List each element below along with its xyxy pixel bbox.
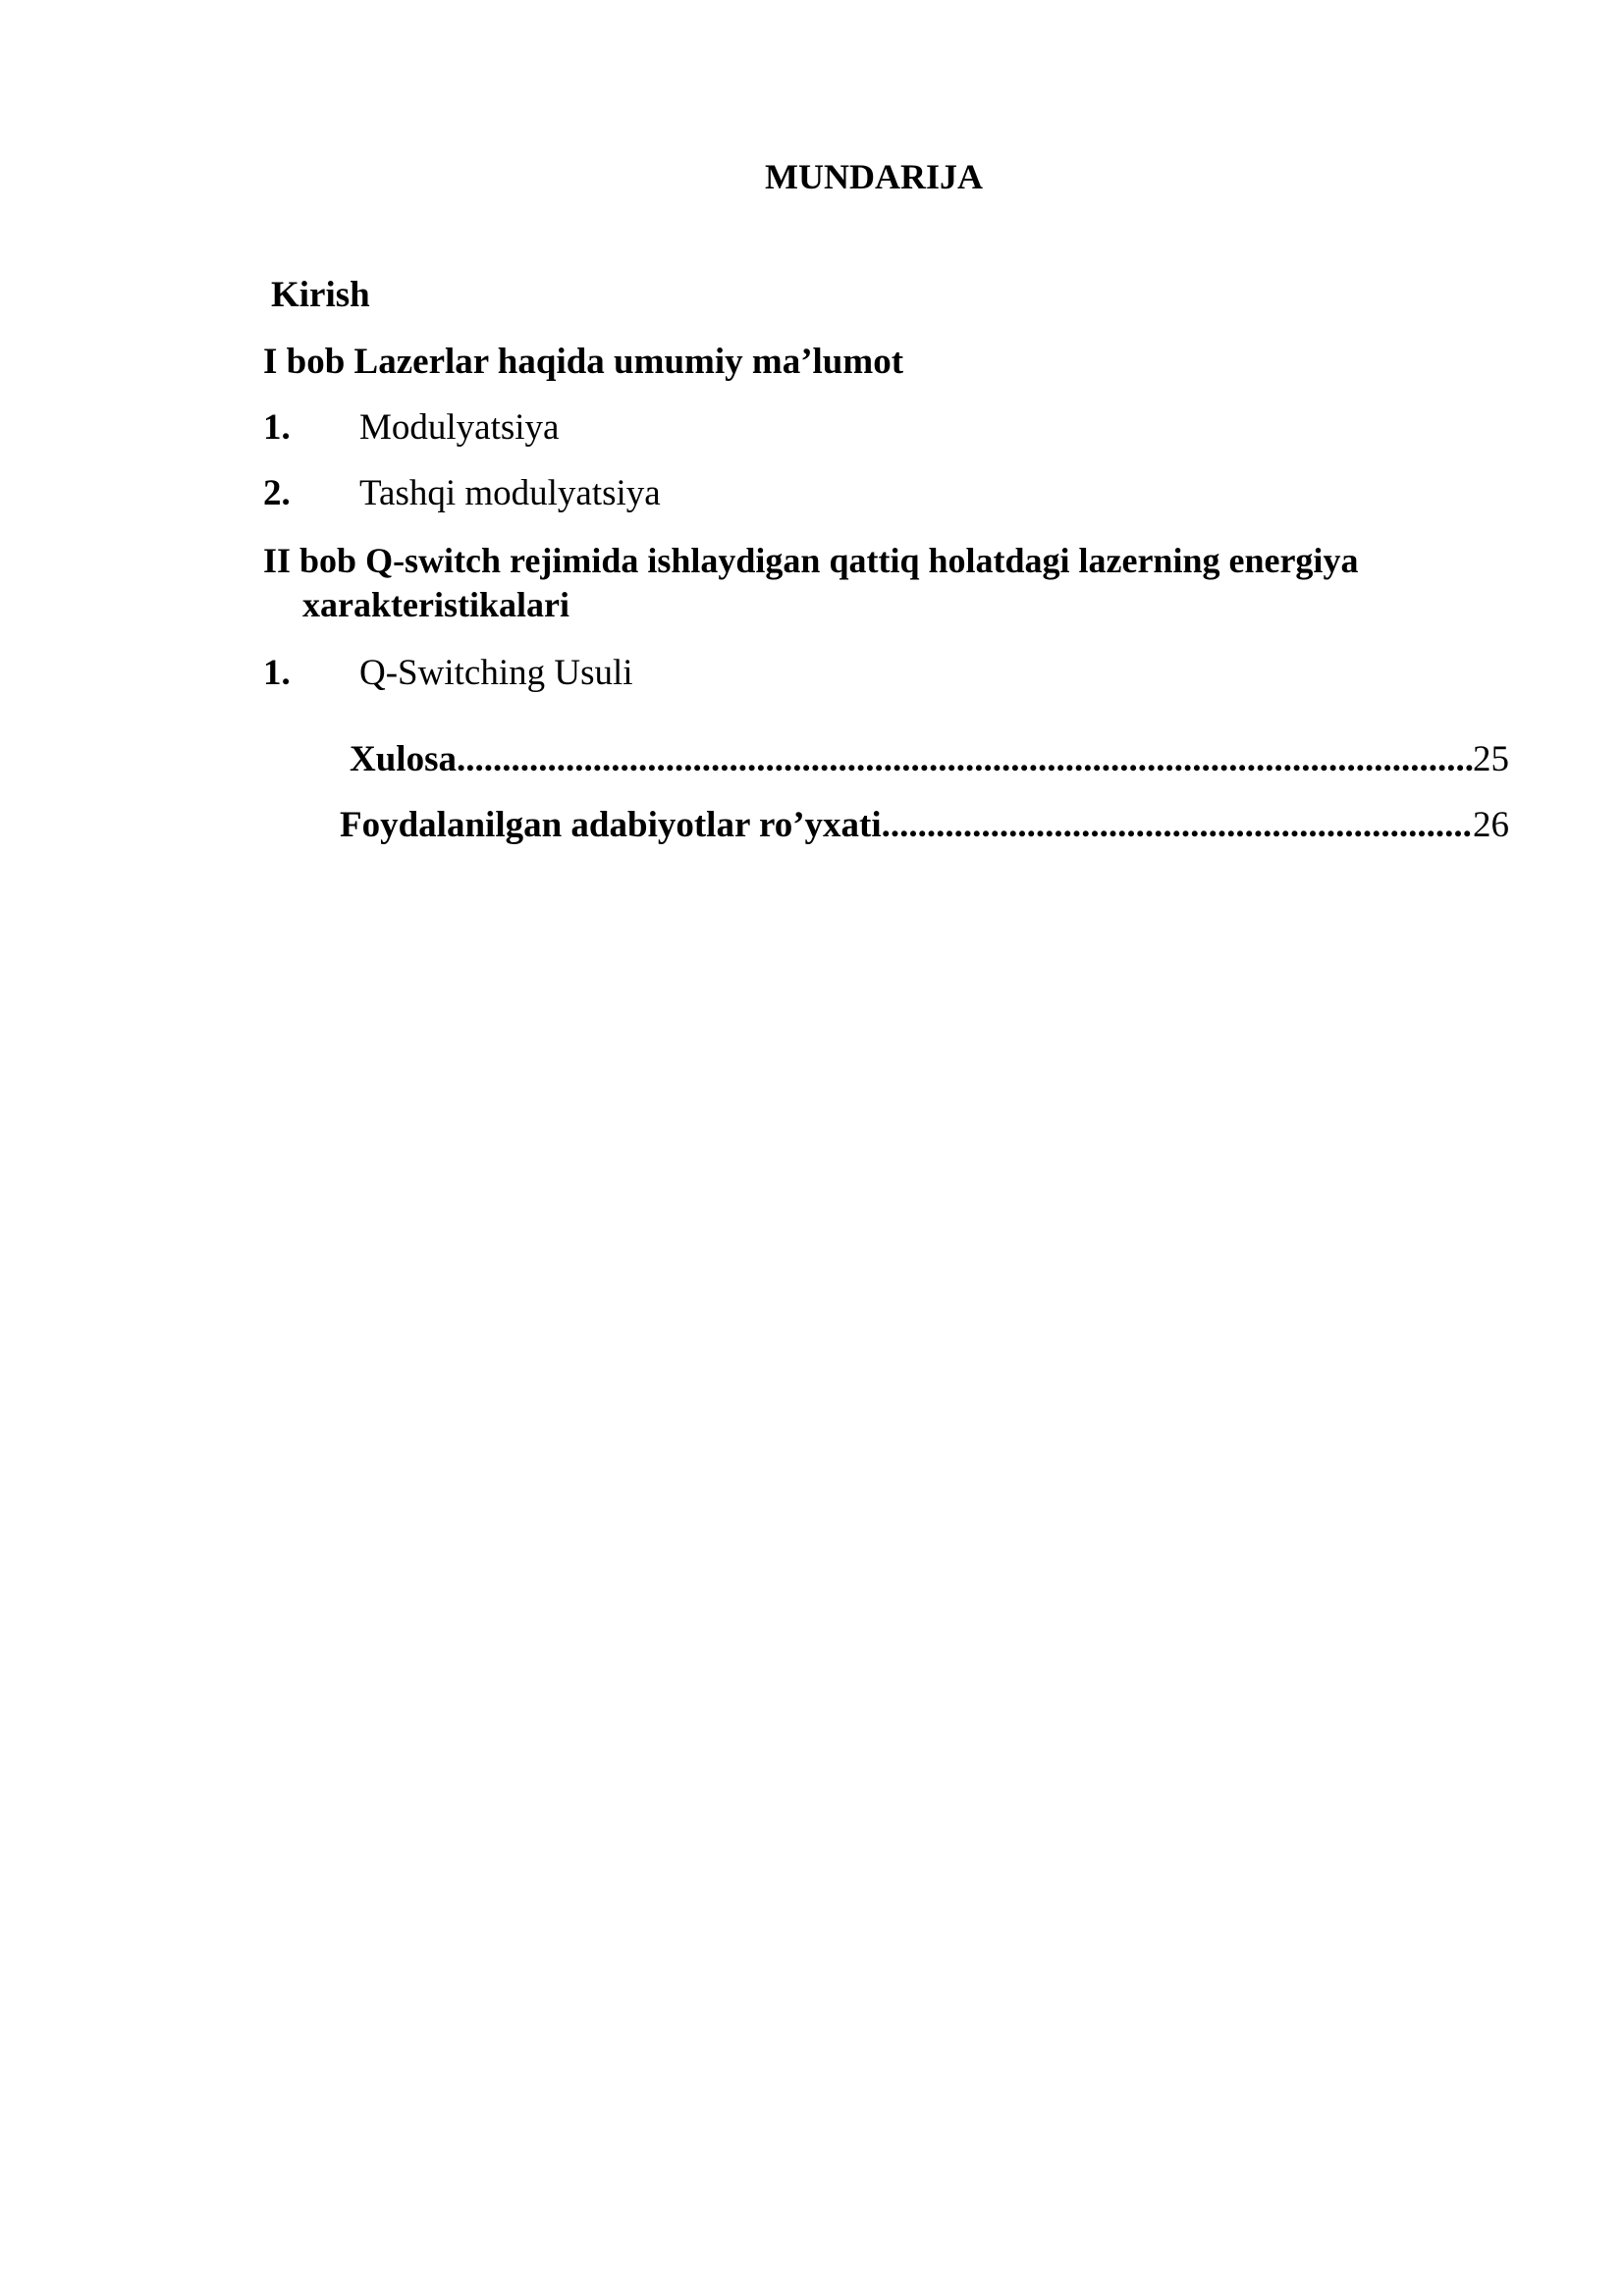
toc-item-label: Q-Switching Usuli [359,653,633,693]
toc-entry-label: Foydalanilgan adabiyotlar ro’yxati [340,805,882,845]
toc-entry-adabiyotlar [340,804,1509,847]
toc-heading-kirish: Kirish [271,275,370,315]
toc-dot-leader [457,738,1473,781]
toc-item-modulyatsiya [263,406,559,450]
toc-item-label: Tashqi modulyatsiya [359,473,661,513]
toc-chapter-1-title: I bob Lazerlar haqida umumiy ma’lumot [263,342,904,382]
toc-item-tashqi-modulyatsiya [263,472,661,515]
toc-item-number: 1. [263,407,291,448]
toc-entry-page-number: 26 [1473,805,1509,845]
toc-item-label: Modulyatsiya [359,407,560,448]
toc-entry-label: Xulosa [350,739,457,779]
toc-entry-page-number: 25 [1473,739,1509,779]
toc-item-number: 2. [263,473,291,513]
toc-item-number: 1. [263,653,291,693]
page-title: MUNDARIJA [765,157,983,196]
toc-dot-leader [882,804,1473,847]
toc-chapter-2-title: II bob Q-switch rejimida ishlaydigan qattiq holatdagi lazerning energiya xarakteristikalari [263,541,1359,624]
toc-entry-xulosa [350,738,1509,781]
toc-item-q-switching-usuli [263,652,633,695]
